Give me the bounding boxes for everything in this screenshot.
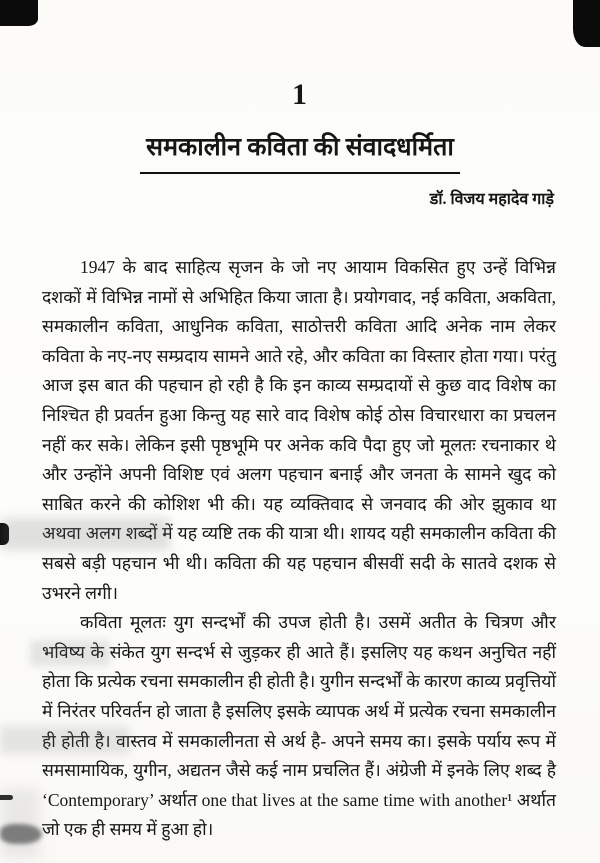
chapter-number: 1 <box>292 78 308 111</box>
paragraph-1: 1947 के बाद साहित्य सृजन के जो नए आयाम विकसित हुए उन्हें विभिन्न दशकों में विभिन्न नामों से अभिहित किया जाता है। प्रयोगवाद, नई कविता, अकविता, समकालीन कविता, आधुनिक कविता, साठोत्तरी कविता आदि अनेक नाम लेकर कविता के नए-नए सम्प्रदाय सामने आते रहे, और कविता का विस्तार होता गया। परंतु आज इस बात की पहचान हो रही है कि इन काव्य सम्प्रदायों से कुछ वाद विशेष का निश्चित ही प्रवर्तन हुआ किन्तु यह सारे वाद विशेष कोई ठोस विचारधारा का प्रचलन नहीं कर सके। लेकिन इसी पृष्ठभूमि पर अनेक कवि पैदा हुए जो मूलतः रचनाकार थे और उन्होंने अपनी विशिष्ट एवं अलग पहचान बनाई और जनता के सामने खुद को साबित करने की कोशिश भी की। यह व्यक्तिवाद से जनवाद की ओर झुकाव था अथवा अलग शब्दों में यह व्यष्टि तक की यात्रा थी। शायद यही समकालीन कविता की सबसे बड़ी पहचान भी थी। कविता की यह पहचान बीसवीं सदी के सातवे दशक से उभरने लगी। <box>42 257 556 603</box>
author-byline: डॉ. विजय महादेव गाड़े <box>429 191 554 208</box>
body-text <box>42 253 556 845</box>
scan-artifact-left-edge-low <box>0 795 13 800</box>
ink-smear <box>0 824 42 844</box>
paragraph-2: कविता मूलतः युग सन्दर्भों की उपज होती है। उसमें अतीत के चित्रण और भविष्य के संकेत युग सन्दर्भ से जुड़कर ही आते हैं। इसलिए यह कथन अनुचित नहीं होता कि प्रत्येक रचना समकालीन ही होती है। युगीन सन्दर्भों के कारण काव्य प्रवृत्तियों में निरंतर परिवर्तन हो जाता है इसलिए इसके व्यापक अर्थ में प्रत्येक रचना समकालीन ही होती है। वास्तव में समकालीनता से अर्थ है- अपने समय का। इसके पर्याय रूप में समसामायिक, युगीन, अद्यतन जैसे कई नाम प्रचलित हैं। अंग्रेजी में इनके लिए शब्द है ‘Contemporary’ अर्थात one that lives at the same time with another¹ अर्थात जो एक ही समय में हुआ हो। <box>42 612 556 840</box>
scan-artifact-top-right <box>573 0 600 47</box>
chapter-title-text: समकालीन कविता की संवादधर्मिता <box>140 129 460 174</box>
scan-artifact-top-left <box>0 0 38 26</box>
scan-artifact-left-edge <box>0 523 9 545</box>
chapter-title <box>0 126 600 174</box>
